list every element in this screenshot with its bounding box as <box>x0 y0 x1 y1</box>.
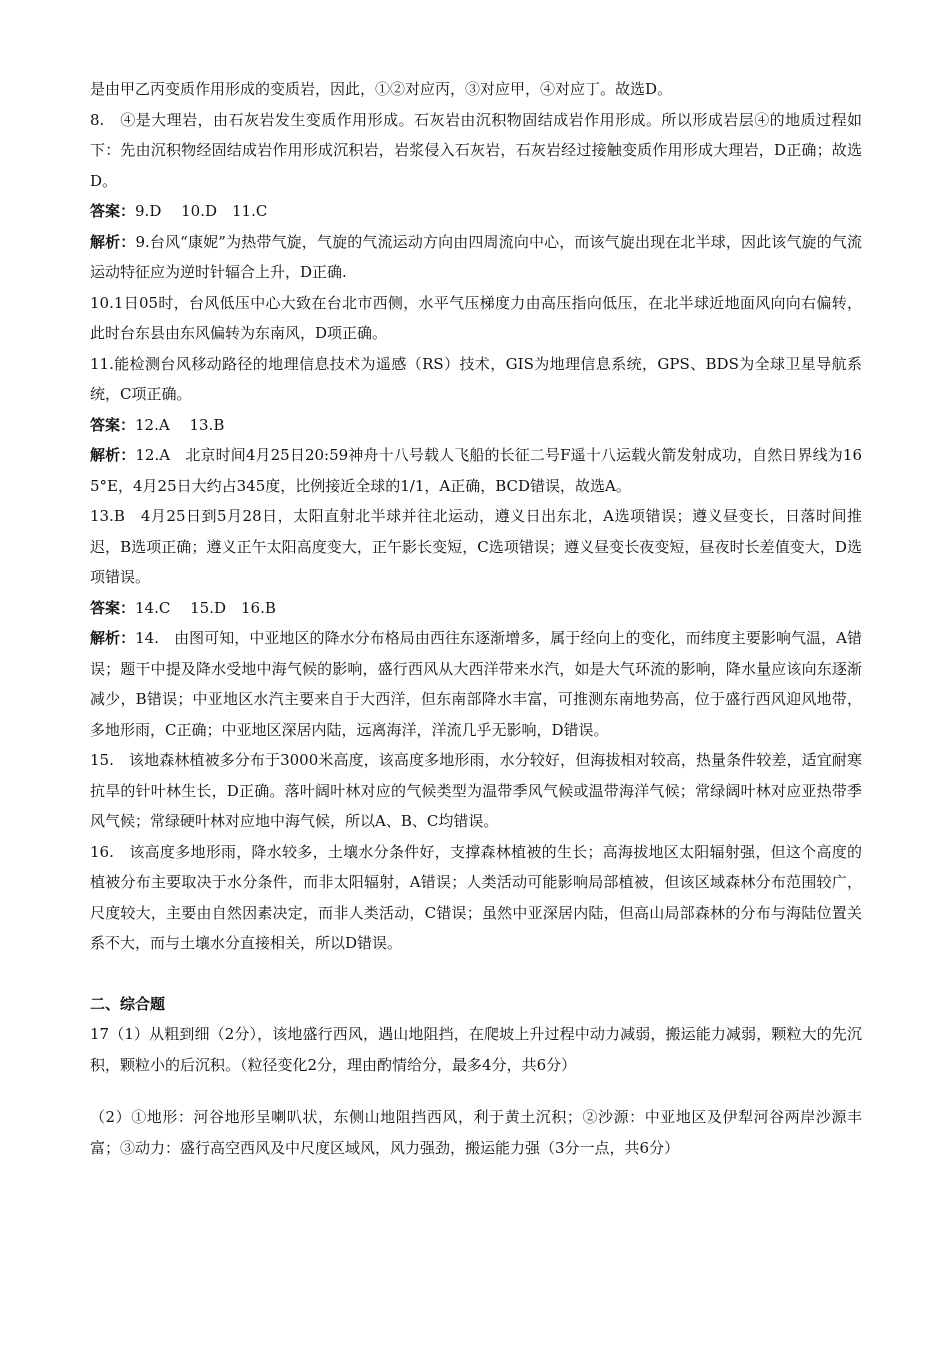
answer-values: 12.A 13.B <box>135 415 225 434</box>
answer-9-11 <box>90 196 862 227</box>
spacer <box>90 959 862 989</box>
explanation-16: 16. 该高度多地形雨，降水较多，土壤水分条件好，支撑森林植被的生长；高海拔地区太阳辐射强，但这个高度的植被分布主要取决于水分条件，而非太阳辐射，A错误；人类活动可能影响局部植被，但该区域森林分布范围较广，尺度较大，主要由自然因素决定，而非人类活动，C错误；虽然中亚深居内陆，但高山局部森林的分布与海陆位置关系不大，而与土壤水分直接相关，所以D错误。 <box>90 842 862 952</box>
answer-label: 答案： <box>90 598 136 617</box>
question-17-part-2: （2）①地形：河谷地形呈喇叭状，东侧山地阻挡西风，利于黄土沉积；②沙源：中亚地区及伊犁河谷两岸沙源丰富；③动力：盛行高空西风及中尺度区域风，风力强劲，搬运能力强（3分一点，共6分） <box>90 1108 862 1157</box>
explanation-15: 15. 该地森林植被多分布于3000米高度，该高度多地形雨，水分较好，但海拔相对较高，热量条件较差，适宜耐寒抗旱的针叶林生长，D正确。落叶阔叶林对应的气候类型为温带季风气候或温带海洋气候；常绿阔叶林对应亚热带季风气候；常绿硬叶林对应地中海气候，所以A、B、C均错误。 <box>90 751 862 830</box>
explanation-13: 13.B 4月25日到5月28日，太阳直射北半球并往北运动，遵义日出东北，A选项错误；遵义昼变长，日落时间推迟，B选项正确；遵义正午太阳高度变大，正午影长变短，C选项错误；遵义昼变长夜变短，昼夜时长差值变大，D选项错误。 <box>90 507 862 586</box>
explanation-9 <box>90 227 862 288</box>
explanation-label: 解析： <box>90 629 136 647</box>
spacer <box>90 1080 862 1102</box>
answer-12-13 <box>90 410 862 441</box>
paragraph-8: 8. ④是大理岩，由石灰岩发生变质作用形成。石灰岩由沉积物固结成岩作用形成。所以形成岩层④的地质过程如下：先由沉积物经固结成岩作用形成沉积岩，岩浆侵入石灰岩，石灰岩经过接触变质作用形成大理岩，D正确；故选D。 <box>90 110 862 190</box>
explanation-text: 9.台风“康妮”为热带气旋，气旋的气流运动方向由四周流向中心，而该气旋出现在北半球，因此该气旋的气流运动特征应为逆时针辐合上升，D正确. <box>90 232 862 281</box>
answer-values: 14.C 15.D 16.B <box>135 598 276 617</box>
section-title: 二、综合题 <box>90 994 166 1013</box>
explanation-14 <box>90 623 862 745</box>
paragraph-7-continued: 是由甲乙丙变质作用形成的变质岩，因此，①②对应丙，③对应甲，④对应丁。故选D。 <box>90 80 673 98</box>
answer-document <box>90 74 862 1163</box>
answer-values: 9.D 10.D 11.C <box>135 202 268 220</box>
explanation-10: 10.1日05时，台风低压中心大致在台北市西侧，水平气压梯度力由高压指向低压，在北半球近地面风向向右偏转，此时台东县由东风偏转为东南风，D项正确。 <box>90 293 862 342</box>
explanation-text: 14. 由图可知，中亚地区的降水分布格局由西往东逐渐增多，属于经向上的变化，而纬度主要影响气温，A错误；题干中提及降水受地中海气候的影响，盛行西风从大西洋带来水汽，如是大气环流的影响，降水量应该向东逐渐减少，B错误；中亚地区水汽主要来自于大西洋，但东南部降水丰富，可推测东南地势高，位于盛行西风迎风地带，多地形雨，C正确；中亚地区深居内陆，远离海洋，洋流几乎无影响，D错误。 <box>90 629 862 739</box>
question-17-part-1: 17（1）从粗到细（2分），该地盛行西风，遇山地阻挡，在爬坡上升过程中动力减弱，搬运能力减弱，颗粒大的先沉积，颗粒小的后沉积。（粒径变化2分，理由酌情给分，最多4分，共6分） <box>90 1025 862 1074</box>
explanation-label: 解析： <box>90 446 136 464</box>
answer-label: 答案： <box>90 415 136 434</box>
explanation-text: 12.A 北京时间4月25日20:59神舟十八号载人飞船的长征二号F遥十八运载火箭发射成功，自然日界线为165°E，4月25日大约占345度，比例接近全球的1/1，A正确，BCD错误，故选A。 <box>90 446 862 495</box>
explanation-label: 解析： <box>90 232 136 251</box>
explanation-11: 11.能检测台风移动路径的地理信息技术为遥感（RS）技术，GIS为地理信息系统，GPS、BDS为全球卫星导航系统，C项正确。 <box>90 354 862 403</box>
answer-14-16 <box>90 593 862 624</box>
explanation-12 <box>90 440 862 501</box>
answer-label: 答案： <box>90 202 136 220</box>
